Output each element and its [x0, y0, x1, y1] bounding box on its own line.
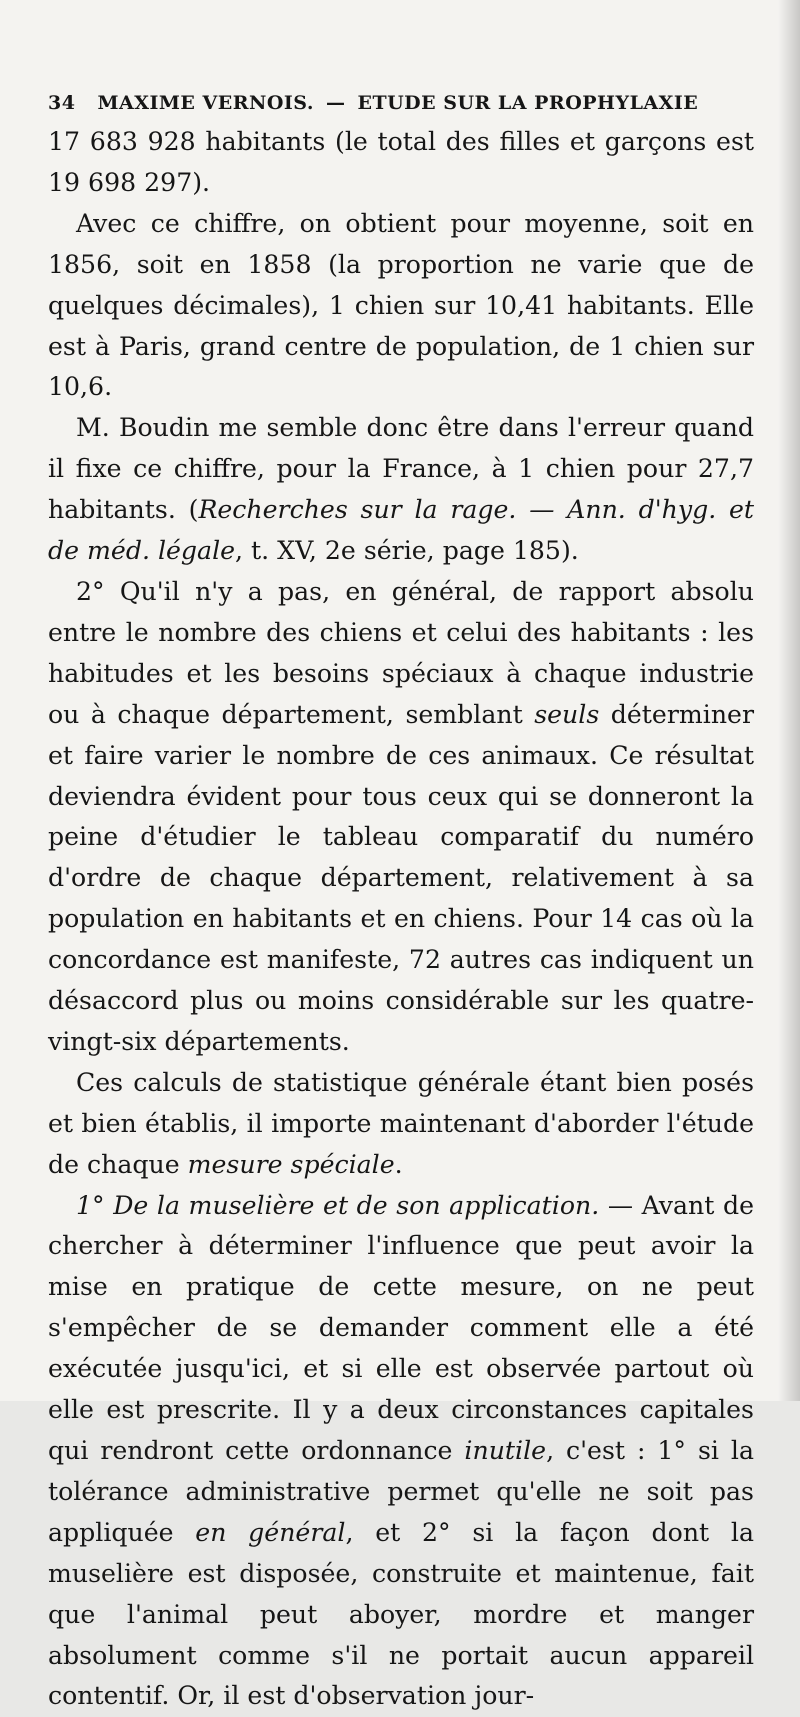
paragraph-muzzle-section — [48, 1186, 754, 1717]
reference-title: Recherches sur la rage. — Ann. d'hyg. et de méd. légale — [48, 495, 754, 566]
running-head-dash: — — [325, 92, 346, 114]
section-heading: 1° De la muselière et de son application. — [76, 1190, 600, 1220]
body-text — [48, 122, 754, 1717]
paragraph-average-dogs — [48, 204, 754, 409]
paragraph-text: 17 683 928 habitants (le total des filles et garçons est 19 698 297). — [48, 127, 754, 197]
running-head — [48, 84, 754, 122]
paragraph-text: , c'est : 1° si la tolérance administrative permet qu'elle ne soit pas appliquée — [48, 1436, 754, 1547]
paragraph-text: M. Boudin me semble donc être dans l'erreur quand il fixe ce chiffre, pour la France, à 1 chien pour 27,7 habitants. ( — [48, 413, 754, 525]
emphasis: inutile — [464, 1436, 547, 1465]
paragraph-text: , et 2° si la façon dont la muselière est disposée, construite et maintenue, fait que l'animal peut aboyer, mordre et manger absolument comme s'il ne portait aucun appareil contentif. Or, il est d'observation jour- — [48, 1517, 754, 1711]
emphasis: seuls — [534, 699, 600, 729]
paragraph-statistics-conclusion — [48, 1063, 754, 1186]
paragraph-text: Ces calculs de statistique générale étant bien posés et bien établis, il importe maintenant d'aborder l'étude de chaque — [48, 1067, 754, 1179]
paragraph-population-total — [48, 122, 754, 204]
paragraph-text: 2° Qu'il n'y a pas, en général, de rapport absolu entre le nombre des chiens et celui des habitants : les habitudes et les besoins spéciaux à chaque industrie ou à chaque département, semblant — [48, 576, 754, 729]
page-number: 34 — [48, 92, 76, 114]
paragraph-boudin-error — [48, 408, 754, 572]
paragraph-text: — Avant de chercher à déterminer l'influence que peut avoir la mise en pratique de cette mesure, on ne peut s'empêcher de se demander comment elle a été exécutée jusqu'ici, et si elle est observée partout où elle est prescrite. Il y a deux circonstances capitales qui rendront cette ordonnance — [48, 1190, 754, 1465]
page-edge-shadow — [778, 0, 800, 1401]
paragraph-text: déterminer et faire varier le nombre de ces animaux. Ce résultat deviendra évident pour tous ceux qui se donneront la peine d'étudier le tableau comparatif du numéro d'ordre de chaque département, relativement à sa population en habitants et en chiens. Pour 14 cas où la concordance est manifeste, 72 autres cas indiquent un désaccord plus ou moins considérable sur les quatre-vingt-six départements. — [48, 699, 754, 1056]
emphasis: mesure spéciale — [187, 1149, 395, 1179]
running-head-title: ETUDE SUR LA PROPHYLAXIE — [357, 92, 699, 114]
paragraph-text: , t. XV, 2e série, page 185). — [235, 536, 579, 566]
paragraph-text: . — [394, 1149, 403, 1179]
emphasis: en général — [195, 1517, 346, 1547]
paragraph-no-absolute-ratio — [48, 572, 754, 1063]
running-head-author: MAXIME VERNOIS. — [97, 92, 314, 114]
paragraph-text: Avec ce chiffre, on obtient pour moyenne, soit en 1856, soit en 1858 (la proportion ne varie que de quelques décimales), 1 chien sur 10,41 habitants. Elle est à Paris, grand centre de population, de 1 chien sur 10,6. — [48, 208, 754, 402]
